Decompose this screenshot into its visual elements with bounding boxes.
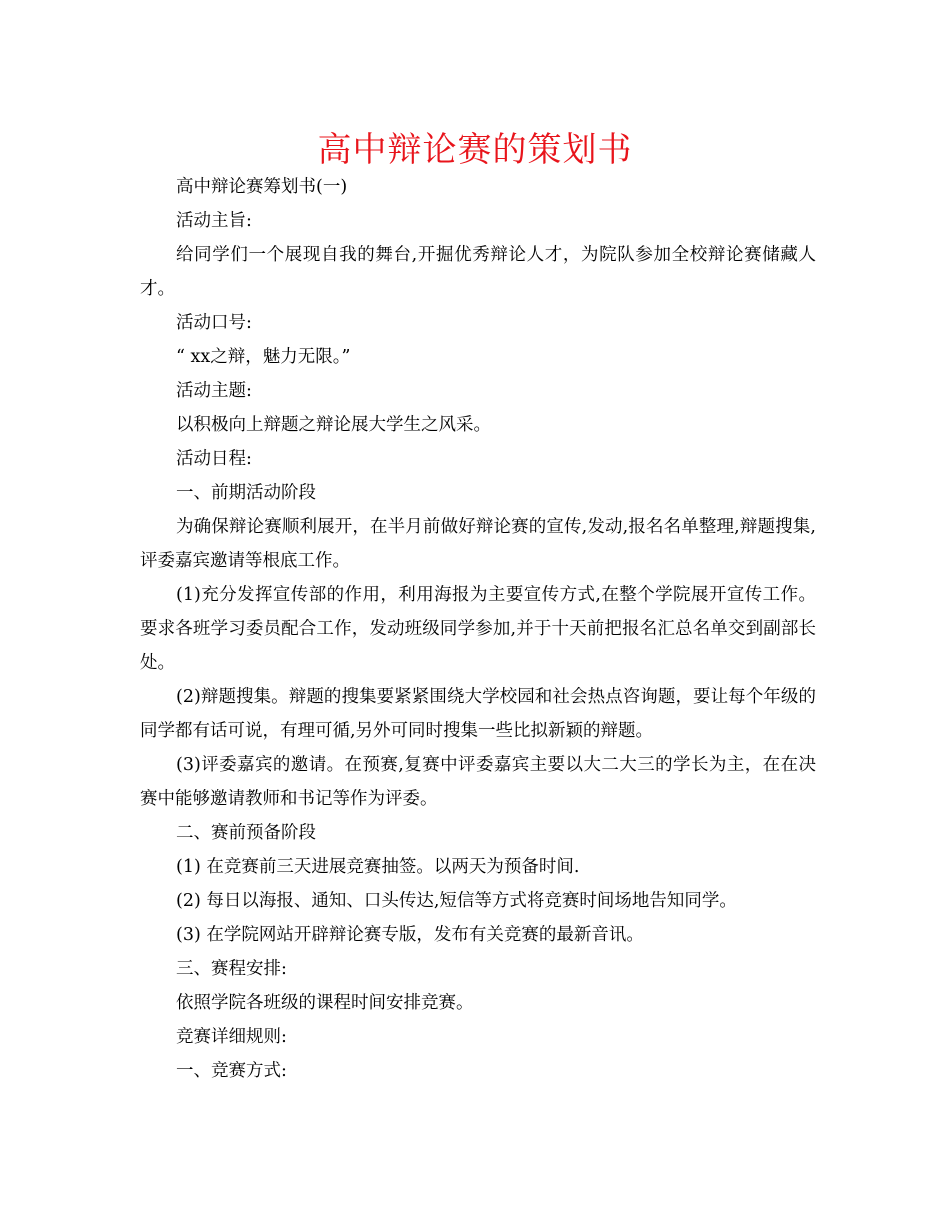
paragraph: 二、赛前预备阶段 — [176, 823, 316, 843]
paragraph: 一、竞赛方式: — [176, 1061, 287, 1081]
paragraph: 给同学们一个展现自我的舞台,开掘优秀辩论人才，为院队参加全校辩论赛储藏人才。 — [140, 245, 816, 299]
paragraph: 依照学院各班级的课程时间安排竞赛。 — [176, 993, 474, 1013]
paragraph: 三、赛程安排: — [176, 959, 287, 979]
paragraph: 高中辩论赛筹划书(一) — [176, 177, 348, 197]
paragraph: 为确保辩论赛顺利展开，在半月前做好辩论赛的宣传,发动,报名名单整理,辩题搜集,评委嘉宾邀请等根底工作。 — [140, 517, 816, 571]
paragraph: 一、前期活动阶段 — [176, 483, 316, 503]
paragraph: (2) 每日以海报、通知、口头传达,短信等方式将竞赛时间场地告知同学。 — [176, 891, 737, 911]
paragraph: 活动口号: — [176, 313, 252, 333]
paragraph: “ xx之辩，魅力无限。” — [176, 347, 351, 367]
document-body — [140, 170, 816, 1088]
paragraph: (3)评委嘉宾的邀请。在预赛,复赛中评委嘉宾主要以大二大三的学长为主，在在决赛中能够邀请教师和书记等作为评委。 — [140, 755, 816, 809]
paragraph: 活动主题: — [176, 381, 252, 401]
document-title: 高中辩论赛的策划书 — [317, 130, 633, 170]
paragraph: (1)充分发挥宣传部的作用，利用海报为主要宣传方式,在整个学院展开宣传工作。要求各班学习委员配合工作，发动班级同学参加,并于十天前把报名汇总名单交到副部长处。 — [140, 585, 816, 673]
paragraph: 活动日程: — [176, 449, 252, 469]
paragraph: 以积极向上辩题之辩论展大学生之风采。 — [176, 415, 491, 435]
paragraph: (2)辩题搜集。辩题的搜集要紧紧围绕大学校园和社会热点咨询题，要让每个年级的同学都有话可说，有理可循,另外可同时搜集一些比拟新颖的辩题。 — [140, 687, 816, 741]
paragraph: 竞赛详细规则: — [176, 1027, 287, 1047]
paragraph: (3) 在学院网站开辟辩论赛专版，发布有关竞赛的最新音讯。 — [176, 925, 644, 945]
paragraph: 活动主旨: — [176, 211, 252, 231]
paragraph: (1) 在竞赛前三天进展竞赛抽签。以两天为预备时间. — [176, 857, 580, 877]
